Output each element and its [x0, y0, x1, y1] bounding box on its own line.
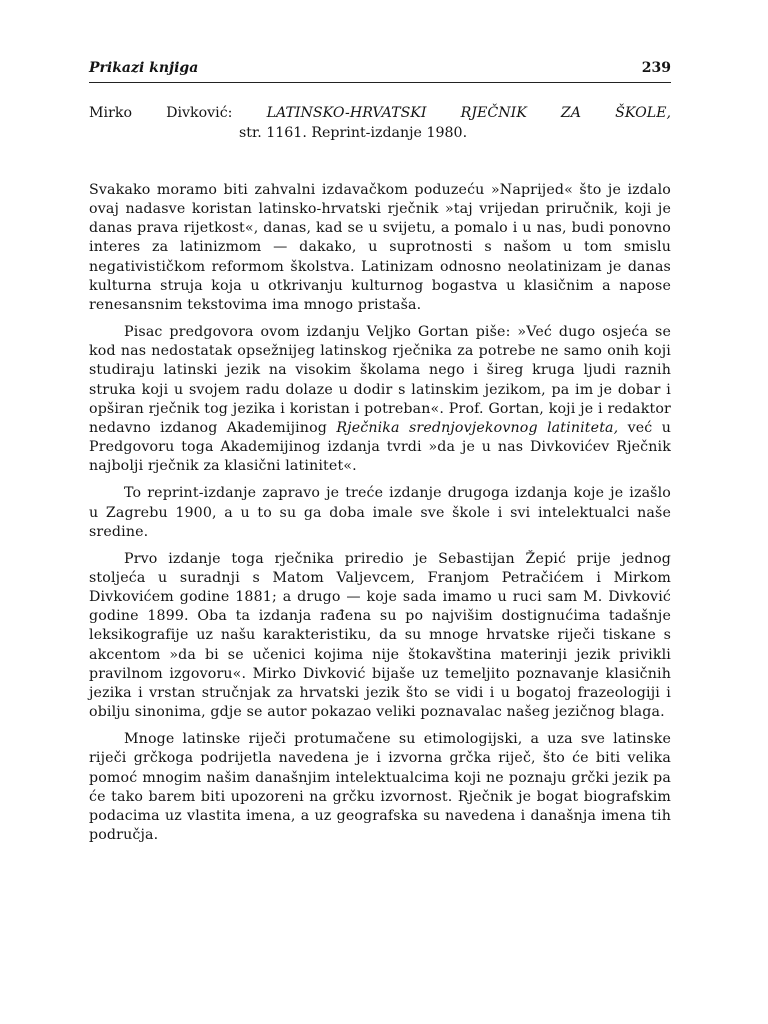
running-head — [89, 60, 671, 82]
paragraph-2 — [89, 323, 671, 476]
cited-dictionary-title: Rječnika srednjovjekovnog latiniteta, — [336, 419, 619, 436]
paragraph-3 — [89, 484, 671, 541]
paragraph-text: Svakako moramo biti zahvalni izdavačkom poduzeću »Naprijed« što je izdalo ovaj nadasve koristan latinsko-hrvatski rječnik »taj vrijedan priručnik, koji je danas prava rijetkost«, danas, kad se u svijetu, a pomalo i u nas, budi ponovno interes za latinizmom — dakako, u suprotnosti s našom u tom smislu negativističkom reformom školstva. Latinizam odnosno neolatinizam je danas kulturna struja koja u otkrivanju kulturnog bogastva u klasičnim a napose renesansnim tekstovima ima mnogo pristaša. — [89, 182, 671, 313]
paragraph-text: već u Predgovoru toga Akademijinog izdanja tvrdi »da je u nas Divkovićev Rječnik najbolji rječnik za klasični latinitet«. — [89, 419, 671, 475]
header-rule — [89, 82, 671, 83]
page-number: 239 — [641, 60, 671, 76]
paragraph-4 — [89, 550, 671, 722]
book-review-page — [89, 60, 671, 853]
paragraph-text: Mnoge latinske riječi protumačene su etimologijski, a uza sve latinske riječi grčkoga podrijetla navedena je i izvorna grčka riječ, što će biti velika pomoć mnogim našim današnjim intelektualcima koji ne poznaju grčki jezik pa će tako barem biti upozoreni na grčku izvornost. Rječnik je bogat biografskim podacima uz vlastita imena, a uz geografska su navedena i današnja imena tih područja. — [89, 731, 671, 843]
paragraph-text: To reprint-izdanje zapravo je treće izdanje drugoga izdanja koje je izašlo u Zagrebu 1900, a u to su ga doba imale sve škole i svi intelektualci naše sredine. — [89, 485, 671, 540]
section-title: Prikazi knjiga — [89, 60, 199, 76]
review-body — [89, 181, 671, 845]
review-author: Mirko Divković: — [89, 105, 267, 121]
review-book-title: LATINSKO-HRVATSKI RJEČNIK ZA ŠKOLE, — [266, 105, 671, 121]
paragraph-1 — [89, 181, 671, 315]
review-heading — [89, 103, 671, 143]
review-heading-line1 — [89, 103, 671, 123]
review-book-details: str. 1161. Reprint-izdanje 1980. — [239, 125, 468, 141]
paragraph-5 — [89, 730, 671, 845]
paragraph-text: Prvo izdanje toga rječnika priredio je Sebastijan Žepić prije jednog stoljeća u suradnji s Matom Valjevcem, Franjom Petračićem i Mirkom Divkovićem godine 1881; a drugo — koje sada imamo u ruci sam M. Divković godine 1899. Oba ta izdanja rađena su po najvišim dostignućima tadašnje leksikografije uz našu karakteristiku, da su mnoge hrvatske riječi tiskane s akcentom »da bi se učenici kojima nije štokavština materinji jezik privikli pravilnom izgovoru«. Mirko Divković bijaše uz temeljito poznavanje klasičnih jezika i vrstan stručnjak za hrvatski jezik što se vidi i u bogatoj frazeologiji i obilju sinonima, gdje se autor pokazao veliki poznavalac našeg jezičnog blaga. — [89, 550, 671, 721]
paragraph-text: Pisac predgovora ovom izdanju Veljko Gortan piše: »Već dugo osjeća se kod nas nedostatak opsežnijeg latinskog rječnika za potrebe ne samo onih koji studiraju latinski jezik na visokim školama nego i šireg kruga ljudi raznih struka koji u svojem radu dolaze u dodir s latinskim jezikom, pa im je dobar i opširan rječnik tog jezika i koristan i potreban«. Prof. Gortan, koji je i redaktor nedavno izdanog Akademijinog — [89, 324, 671, 436]
